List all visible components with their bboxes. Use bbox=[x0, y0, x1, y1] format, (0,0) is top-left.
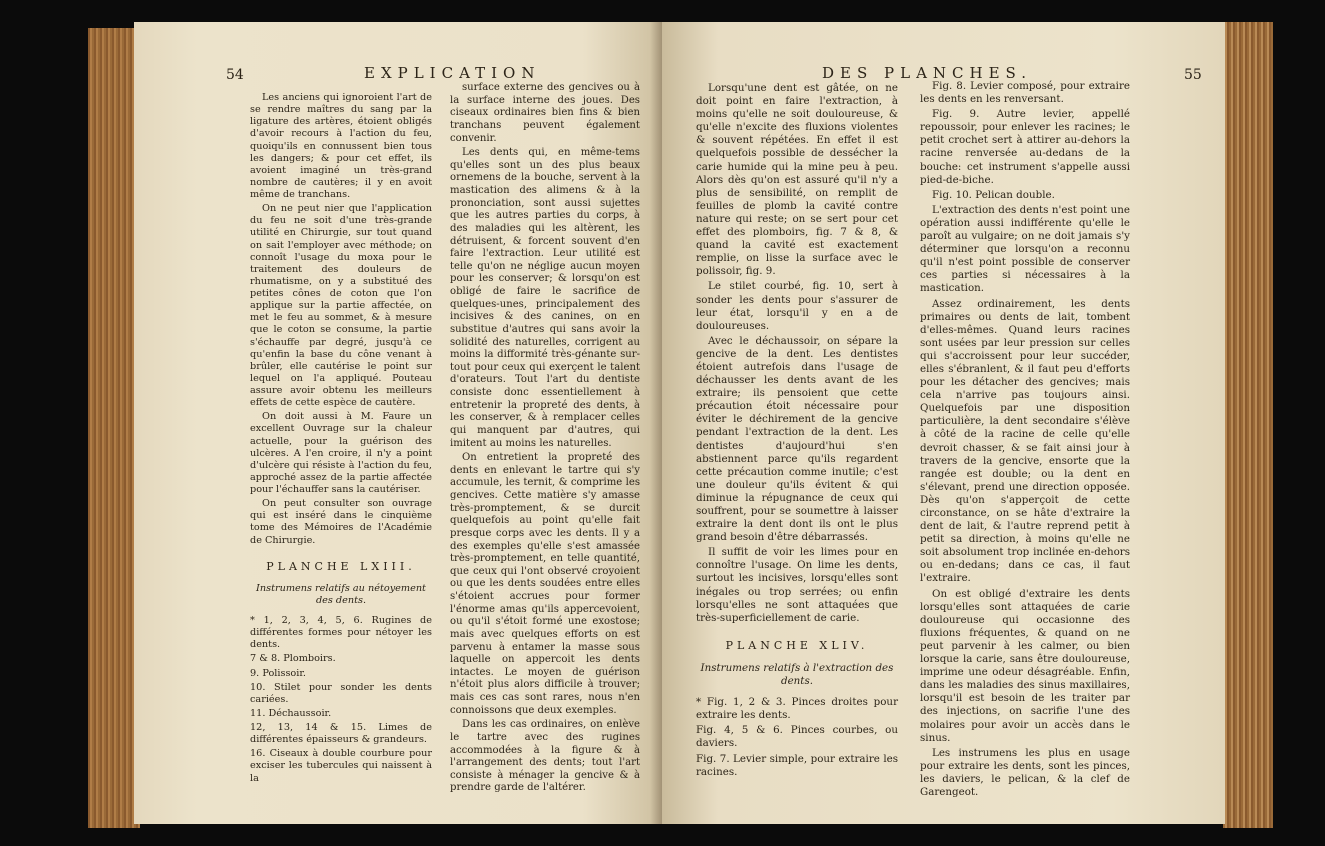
right-plate-title: PLANCHE XLIV. bbox=[725, 638, 869, 652]
paragraph: Fig. 8. Levier composé, pour extraire les dents en les renversant. bbox=[920, 80, 1130, 106]
paragraph: Fig. 10. Pelican double. bbox=[932, 188, 1055, 201]
plate-item: 16. Ciseaux à double courbure pour exciser les tubercules qui naissent à la bbox=[250, 748, 432, 784]
paragraph: Lorsqu'une dent est gâtée, on ne doit point en faire l'extraction, à moins qu'elle ne soit douloureuse, & qu'elle n'excite des fluxions violentes & souvent répétées. En effet il est quelquefois possible de dessécher la carie humide qui la mine peu à peu. Alors dès qu'on est assuré qu'il n'y a plus de sensibilité, on remplit de feuilles de plomb la cavité contre nature qui reste; on se sert pour cet effet des plomboirs, fig. 7 & 8, & quand la cavité est exactement remplie, on lisse la surface avec le polissoir, fig. 9. bbox=[696, 82, 898, 278]
plate-item: Fig. 7. Levier simple, pour extraire les racines. bbox=[696, 752, 898, 778]
left-col1-paragraphs bbox=[250, 92, 432, 547]
right-col1-paragraphs bbox=[696, 82, 898, 625]
paragraph: surface externe des gencives ou à la surface interne des joues. Des ciseaux ordinaires bien fins & bien tranchans peuvent également convenir. bbox=[450, 82, 640, 144]
plate-item: * 1, 2, 3, 4, 5, 6. Rugines de différentes formes pour nétoyer les dents. bbox=[250, 615, 432, 651]
paragraph: On est obligé d'extraire les dents lorsqu'elles sont attaquées de carie douloureuse qui occasionne des fluxions fréquentes, & quand on ne peut parvenir à les calmer, ou bien lorsque la carie, sans être douloureuse, imprime une odeur désagréable. Enfin, dans les maladies des sinus maxillaires, lorsqu'il est besoin de les traiter par des injections, on sacrifie l'une des molaires pour avoir un accès dans le sinus. bbox=[920, 587, 1130, 744]
paragraph: On entretient la propreté des dents en enlevant le tartre qui s'y accumule, les ternit, & comprime les gencives. Cette matière s'y amasse très-promptement, & se durcit quelquefois au point qu'elle fait presque corps avec les dents. Il y a des exemples qu'elle s'est amassée très-promptement, en telle quantité, que ceux qui l'ont observé croyoient ou que les dents soudées entre elles s'étoient accrues pour former l'énorme amas qu'ils appercevoient, ou qu'il s'étoit formé une exostose; mais avec quelques efforts on est parvenu à entamer la masse sous laquelle on appercoit les dents intactes. Le moyen de guérison n'étoit plus alors difficile à trouver; mais ces cas sont rares, nous n'en connoissons que deux exemples. bbox=[450, 452, 640, 716]
left-page-number: 54 bbox=[226, 67, 244, 83]
left-page-header: EXPLICATION bbox=[364, 64, 541, 82]
left-page-edges bbox=[88, 28, 140, 828]
plate-item: 10. Stilet pour sonder les dents cariées. bbox=[250, 681, 432, 705]
paragraph: Assez ordinairement, les dents primaires ou dents de lait, tombent d'elles-mêmes. Quand leurs racines sont usées par leur pression sur celles qui s'accroissent pour leur succéder, elles s'ébranlent, & il faut peu d'efforts pour les détacher des gencives; mais cela n'arrive pas toujours ainsi. Quelquefois par une disposition particulière, la dent secondaire s'élève à côté de la racine de celle qu'elle devroit chasser, & se fait ainsi jour à travers de la gencive, ensorte que la rangée est double; ou la dent en s'élevant, prend une direction opposée. Dès qu'on s'apperçoit de cette circonstance, on se hâte d'extraire la dent de lait, & l'autre reprend petit à petit sa direction, à moins qu'elle ne soit absolument trop inclinée en-dehors ou en-dedans; dans ce cas, il faut l'extraire. bbox=[920, 297, 1130, 585]
left-plate-subtitle: Instrumens relatifs au nétoyement des dents. bbox=[256, 582, 426, 606]
plate-item: * Fig. 1, 2 & 3. Pinces droites pour extraire les dents. bbox=[696, 696, 898, 722]
paragraph: Les instrumens les plus en usage pour extraire les dents, sont les pinces, les daviers, le pelican, & la clef de Garengeot. bbox=[920, 746, 1130, 798]
plate-item: 7 & 8. Plomboirs. bbox=[250, 653, 336, 665]
paragraph: On doit aussi à M. Faure un excellent Ouvrage sur la chaleur actuelle, pour la guérison des ulcères. A l'en croire, il n'y a point d'ulcère qui résiste à l'action du feu, approché assez de la partie affectée pour l'échauffer sans la cautériser. bbox=[250, 411, 432, 495]
right-page-number: 55 bbox=[1184, 67, 1202, 83]
left-column-2 bbox=[450, 82, 640, 797]
plate-item: 9. Polissoir. bbox=[250, 667, 306, 679]
right-page bbox=[662, 22, 1225, 824]
right-plate-items bbox=[696, 696, 898, 779]
paragraph: Fig. 9. Autre levier, appellé repoussoir, pour enlever les racines; le petit crochet sert à attirer au-dehors la racine renversée au-dedans de la bouche: cet instrument s'appelle aussi pied-de-biche. bbox=[920, 108, 1130, 186]
right-page-header: DES PLANCHES. bbox=[822, 64, 1033, 82]
left-plate-items bbox=[250, 615, 432, 785]
paragraph: L'extraction des dents n'est point une opération aussi indifférente qu'elle le paroît au vulgaire; on ne doit jamais s'y déterminer que lorsqu'on a reconnu qu'il n'est point possible de conserver ces parties si nécessaires à la mastication. bbox=[920, 203, 1130, 295]
right-column-2 bbox=[920, 80, 1130, 801]
paragraph: Il suffit de voir les limes pour en connoître l'usage. On lime les dents, surtout les incisives, lorsqu'elles sont inégales ou trop serrées; ou enfin lorsqu'elles ne sont attaquées que très-superficiellement de carie. bbox=[696, 546, 898, 624]
plate-item: 11. Déchaussoir. bbox=[250, 707, 332, 719]
paragraph: Avec le déchaussoir, on sépare la gencive de la dent. Les dentistes étoient autrefois dans l'usage de déchausser les dents avant de les extraire; ils pensoient que cette précaution étoit nécessaire pour éviter le déchirement de la gencive pendant l'extraction de la dent. Les dentistes d'aujourd'hui s'en abstiennent parce qu'ils regardent cette précaution comme inutile; c'est une douleur qu'ils évitent & qui diminue la répugnance de ceux qui souffrent, pour se soumettre à laisser extraire la dent dont ils ont le plus grand besoin d'être débarrassés. bbox=[696, 334, 898, 544]
left-column-1 bbox=[250, 92, 432, 787]
paragraph: Les anciens qui ignoroient l'art de se rendre maîtres du sang par la ligature des artères, étoient obligés d'avoir recours à l'action du feu, quoiqu'ils en connussent bien tous les dangers; & pour cet effet, ils avoient imaginé un très-grand nombre de cautères; il y en avoit même de tranchans. bbox=[250, 92, 432, 200]
plate-item: Fig. 4, 5 & 6. Pinces courbes, ou daviers. bbox=[696, 724, 898, 750]
paragraph: Les dents qui, en même-tems qu'elles sont un des plus beaux ornemens de la bouche, servent à la mastication des alimens & à la prononciation, sont aussi sujettes que les autres parties du corps, à des maladies qui les altèrent, les détruisent, & forcent souvent d'en faire l'extraction. Leur utilité est telle qu'on ne néglige aucun moyen pour les conserver; & lorsqu'on est obligé de faire le sacrifice de quelques-unes, principalement des incisives & des canines, on en substitue d'autres qui sans avoir la solidité des naturelles, corrigent au moins la difformité très-génante sur-tout pour ceux qui exerçent le talent d'orateurs. Tout l'art du dentiste consiste donc essentiellement à entretenir la propreté des dents, à les conserver, & à remplacer celles qui manquent par d'autres, qui imitent au moins les naturelles. bbox=[450, 147, 640, 449]
right-page-edges bbox=[1223, 22, 1273, 828]
paragraph: Le stilet courbé, fig. 10, sert à sonder les dents pour s'assurer de leur état, lorsqu'il y en a de douloureuses. bbox=[696, 280, 898, 332]
right-plate-subtitle: Instrumens relatifs à l'extraction des dents. bbox=[700, 661, 894, 688]
left-col2-paragraphs bbox=[450, 82, 640, 795]
paragraph: Dans les cas ordinaires, on enlève le tartre avec des rugines accommodées à la figure & à l'arrangement des dents; tout l'art consiste à ménager la gencive & à prendre garde de l'altérer. bbox=[450, 719, 640, 794]
left-plate-title: PLANCHE LXIII. bbox=[266, 559, 416, 573]
left-page bbox=[134, 22, 662, 824]
paragraph: On peut consulter son ouvrage qui est inséré dans le cinquième tome des Mémoires de l'Académie de Chirurgie. bbox=[250, 498, 432, 546]
plate-item: 12, 13, 14 & 15. Limes de différentes épaisseurs & grandeurs. bbox=[250, 722, 432, 746]
right-column-1 bbox=[696, 82, 898, 781]
paragraph: On ne peut nier que l'application du feu ne soit d'une très-grande utilité en Chirurgie, sur tout quand on sait l'employer avec méthode; on connoît l'usage du moxa pour le traitement des douleurs de rhumatisme, on y a substitué des petites cônes de coton que l'on applique sur la partie affectée, on met le feu au sommet, & à mesure que le coton se consume, la partie s'échauffe par degré, jusqu'à ce qu'enfin la base du cône venant à brûler, elle cautérise le point sur lequel on l'a appliqué. Pouteau assure avoir obtenu les meilleurs effets de cette espèce de cautère. bbox=[250, 203, 432, 409]
right-col2-paragraphs bbox=[920, 80, 1130, 799]
